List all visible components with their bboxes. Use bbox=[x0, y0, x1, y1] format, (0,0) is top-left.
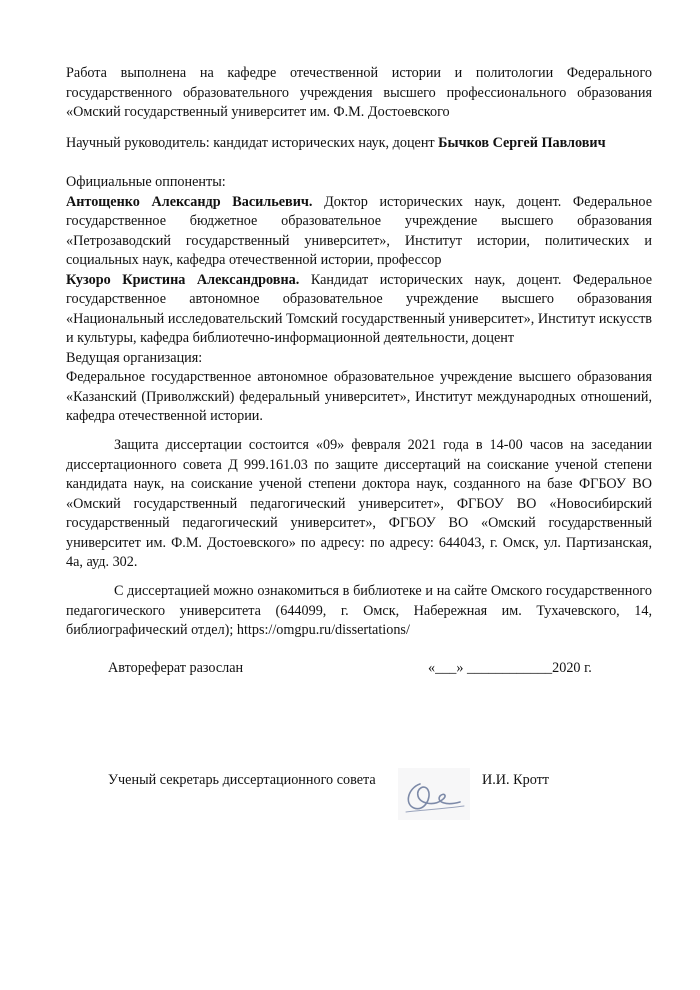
sent-date: «___» ____________2020 г. bbox=[428, 660, 592, 676]
defense-paragraph: Защита диссертации состоится «09» февраля 2021 года в 14-00 часов на заседании диссертационного совета Д 999.161.03 по защите диссертаций на соискание ученой степени кандидата наук, на соискание ученой степени доктора наук, созданного на базе ФГБОУ ВО «Омский государственный педагогический университет», ФГБОУ ВО «Новосибирский государственный педагогический университет», ФГБОУ ВО «Омский государственный университет им. Ф.М. Достоевского» по адресу: по адресу: 644043, г. Омск, ул. Партизанская, 4а, ауд. 302. bbox=[66, 437, 652, 570]
secretary-name: И.И. Кротт bbox=[482, 772, 549, 788]
sent-label: Автореферат разослан bbox=[108, 660, 244, 676]
opponent-entry-2 bbox=[66, 271, 652, 349]
secretary-label: Ученый секретарь диссертационного совета bbox=[108, 772, 376, 788]
supervisor-label: Научный руководитель: кандидат исторических наук, доцент bbox=[66, 135, 439, 151]
opponents-heading: Официальные оппоненты: bbox=[66, 174, 226, 190]
opponents-section bbox=[66, 173, 652, 427]
opponent-details-2: Кандидат исторических наук, доцент. Федеральное государственное автономное образовательное учреждение высшего образования «Национальный исследовательский Томский государственный университет», Институт искусств и культуры, кафедра библиотечно-информационной деятельности, доцент bbox=[66, 271, 652, 346]
intro-paragraph: Работа выполнена на кафедре отечественной истории и политологии Федерального государственного образовательного учреждения высшего профессионального образования «Омский государственный университет им. Ф.М. Достоевского bbox=[66, 65, 652, 120]
signature-image bbox=[398, 768, 470, 820]
opponent-entry-1 bbox=[66, 193, 652, 271]
supervisor-line bbox=[66, 134, 652, 154]
library-paragraph: С диссертацией можно ознакомиться в библиотеке и на сайте Омского государственного педагогического университета (644099, г. Омск, Набережная им. Тухачевского, 14, библиографический отдел); https://omgpu.ru/dissertations/ bbox=[66, 583, 652, 638]
opponent-name-1: Антощенко Александр Васильевич. bbox=[66, 193, 313, 210]
opponent-name-2: Кузоро Кристина Александровна. bbox=[66, 271, 300, 288]
lead-org-text: Федеральное государственное автономное образовательное учреждение высшего образования «Казанский (Приволжский) федеральный университет», Институт международных отношений, кафедра отечественной истории. bbox=[66, 369, 652, 424]
opponent-details-1: Доктор исторических наук, доцент. Федеральное государственное бюджетное образовательное учреждение высшего образования «Петрозаводский государственный университет», Институт истории, политических и социальных наук, кафедра отечественной истории, профессор bbox=[66, 193, 652, 268]
supervisor-name: Бычков Сергей Павлович bbox=[438, 135, 606, 151]
lead-org-heading: Ведущая организация: bbox=[66, 349, 203, 366]
